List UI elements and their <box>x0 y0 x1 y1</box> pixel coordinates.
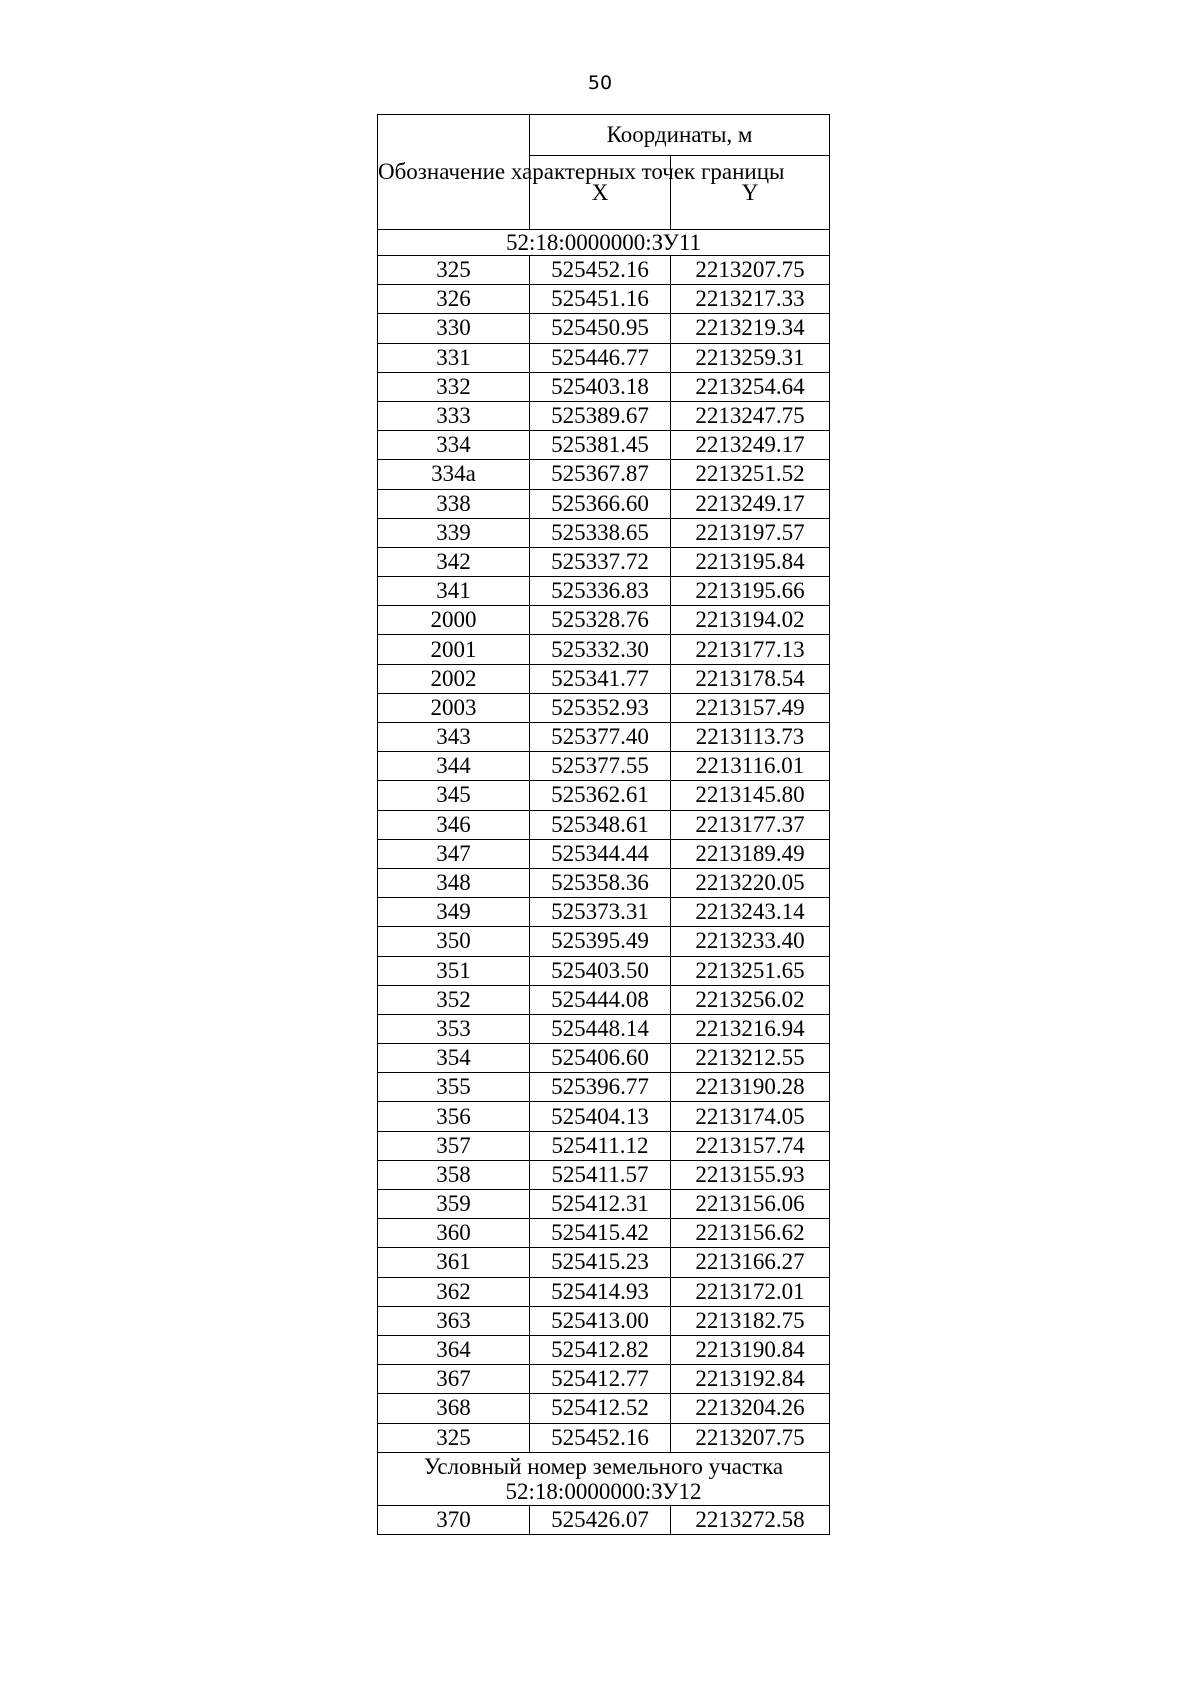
point-id-cell: 331 <box>378 343 530 372</box>
table-row <box>378 1248 830 1277</box>
point-id-cell: 348 <box>378 868 530 897</box>
table-row <box>378 431 830 460</box>
table-row <box>378 1160 830 1189</box>
y-coordinate-cell: 2213249.17 <box>671 431 830 460</box>
table-row <box>378 723 830 752</box>
x-coordinate-cell: 525336.83 <box>530 577 671 606</box>
y-coordinate-cell: 2213178.54 <box>671 664 830 693</box>
table-row <box>378 1277 830 1306</box>
table-row <box>378 1102 830 1131</box>
table-row <box>378 1044 830 1073</box>
x-coordinate-cell: 525328.76 <box>530 606 671 635</box>
y-coordinate-cell: 2213177.37 <box>671 810 830 839</box>
y-coordinate-cell: 2213251.52 <box>671 460 830 489</box>
page-number: 50 <box>587 72 613 94</box>
table-row <box>378 1219 830 1248</box>
section-title-zu12-line2: 52:18:0000000:ЗУ12 <box>505 1478 702 1504</box>
table-row <box>378 547 830 576</box>
x-coordinate-cell: 525395.49 <box>530 927 671 956</box>
point-id-cell: 351 <box>378 956 530 985</box>
y-coordinate-cell: 2213254.64 <box>671 372 830 401</box>
x-coordinate-cell: 525444.08 <box>530 985 671 1014</box>
point-id-cell: 326 <box>378 285 530 314</box>
x-coordinate-cell: 525362.61 <box>530 781 671 810</box>
x-coordinate-cell: 525389.67 <box>530 401 671 430</box>
point-id-cell: 352 <box>378 985 530 1014</box>
x-coordinate-cell: 525403.18 <box>530 372 671 401</box>
table-row <box>378 372 830 401</box>
y-coordinate-cell: 2213251.65 <box>671 956 830 985</box>
x-coordinate-cell: 525337.72 <box>530 547 671 576</box>
table-row <box>378 1073 830 1102</box>
table-row <box>378 285 830 314</box>
point-id-cell: 338 <box>378 489 530 518</box>
table-row <box>378 635 830 664</box>
table-row <box>378 1306 830 1335</box>
table-row <box>378 693 830 722</box>
y-coordinate-cell: 2213256.02 <box>671 985 830 1014</box>
y-coordinate-cell: 2213207.75 <box>671 1423 830 1452</box>
point-id-cell: 361 <box>378 1248 530 1277</box>
x-coordinate-cell: 525358.36 <box>530 868 671 897</box>
x-coordinate-cell: 525396.77 <box>530 1073 671 1102</box>
coordinates-table <box>377 114 830 1535</box>
x-coordinate-cell: 525344.44 <box>530 839 671 868</box>
y-coordinate-cell: 2213192.84 <box>671 1365 830 1394</box>
header-y: Y <box>671 156 830 230</box>
table-row <box>378 343 830 372</box>
section-title-zu12-line1: Условный номер земельного участка <box>423 1453 784 1479</box>
x-coordinate-cell: 525338.65 <box>530 518 671 547</box>
x-coordinate-cell: 525446.77 <box>530 343 671 372</box>
x-coordinate-cell: 525406.60 <box>530 1044 671 1073</box>
x-coordinate-cell: 525348.61 <box>530 810 671 839</box>
table-row <box>378 314 830 343</box>
y-coordinate-cell: 2213172.01 <box>671 1277 830 1306</box>
y-coordinate-cell: 2213116.01 <box>671 752 830 781</box>
header-point-designation: Обозначение характерных точек границы <box>378 115 530 230</box>
x-coordinate-cell: 525377.55 <box>530 752 671 781</box>
point-id-cell: 2003 <box>378 693 530 722</box>
x-coordinate-cell: 525411.12 <box>530 1131 671 1160</box>
point-id-cell: 362 <box>378 1277 530 1306</box>
x-coordinate-cell: 525415.23 <box>530 1248 671 1277</box>
point-id-cell: 2001 <box>378 635 530 664</box>
table-row <box>378 489 830 518</box>
y-coordinate-cell: 2213233.40 <box>671 927 830 956</box>
table-row <box>378 256 830 285</box>
point-id-cell: 354 <box>378 1044 530 1073</box>
x-coordinate-cell: 525404.13 <box>530 1102 671 1131</box>
point-id-cell: 341 <box>378 577 530 606</box>
point-id-cell: 334 <box>378 431 530 460</box>
point-id-cell: 2000 <box>378 606 530 635</box>
y-coordinate-cell: 2213217.33 <box>671 285 830 314</box>
section-title-zu12 <box>378 1452 830 1505</box>
table-row <box>378 401 830 430</box>
point-id-cell: 359 <box>378 1190 530 1219</box>
table-row <box>378 956 830 985</box>
y-coordinate-cell: 2213249.17 <box>671 489 830 518</box>
table-row <box>378 1423 830 1452</box>
table-row <box>378 577 830 606</box>
y-coordinate-cell: 2213145.80 <box>671 781 830 810</box>
section-rows-zu12 <box>378 1505 830 1534</box>
point-id-cell: 364 <box>378 1335 530 1364</box>
table-row <box>378 927 830 956</box>
point-id-cell: 349 <box>378 898 530 927</box>
x-coordinate-cell: 525452.16 <box>530 256 671 285</box>
x-coordinate-cell: 525412.52 <box>530 1394 671 1423</box>
point-id-cell: 345 <box>378 781 530 810</box>
section-rows-zu11 <box>378 256 830 1453</box>
y-coordinate-cell: 2213156.62 <box>671 1219 830 1248</box>
point-id-cell: 346 <box>378 810 530 839</box>
y-coordinate-cell: 2213212.55 <box>671 1044 830 1073</box>
point-id-cell: 333 <box>378 401 530 430</box>
header-coordinates: Координаты, м <box>530 115 830 156</box>
y-coordinate-cell: 2213113.73 <box>671 723 830 752</box>
y-coordinate-cell: 2213216.94 <box>671 1014 830 1043</box>
y-coordinate-cell: 2213177.13 <box>671 635 830 664</box>
table-row <box>378 752 830 781</box>
y-coordinate-cell: 2213156.06 <box>671 1190 830 1219</box>
point-id-cell: 347 <box>378 839 530 868</box>
section-title-zu11: 52:18:0000000:ЗУ11 <box>378 230 830 256</box>
y-coordinate-cell: 2213204.26 <box>671 1394 830 1423</box>
point-id-cell: 325 <box>378 1423 530 1452</box>
point-id-cell: 342 <box>378 547 530 576</box>
y-coordinate-cell: 2213272.58 <box>671 1505 830 1534</box>
y-coordinate-cell: 2213189.49 <box>671 839 830 868</box>
point-id-cell: 363 <box>378 1306 530 1335</box>
y-coordinate-cell: 2213166.27 <box>671 1248 830 1277</box>
point-id-cell: 357 <box>378 1131 530 1160</box>
y-coordinate-cell: 2213207.75 <box>671 256 830 285</box>
point-id-cell: 339 <box>378 518 530 547</box>
y-coordinate-cell: 2213195.66 <box>671 577 830 606</box>
point-id-cell: 367 <box>378 1365 530 1394</box>
y-coordinate-cell: 2213155.93 <box>671 1160 830 1189</box>
y-coordinate-cell: 2213174.05 <box>671 1102 830 1131</box>
point-id-cell: 332 <box>378 372 530 401</box>
y-coordinate-cell: 2213157.49 <box>671 693 830 722</box>
y-coordinate-cell: 2213197.57 <box>671 518 830 547</box>
point-id-cell: 360 <box>378 1219 530 1248</box>
y-coordinate-cell: 2213194.02 <box>671 606 830 635</box>
point-id-cell: 325 <box>378 256 530 285</box>
table-row <box>378 518 830 547</box>
x-coordinate-cell: 525341.77 <box>530 664 671 693</box>
x-coordinate-cell: 525411.57 <box>530 1160 671 1189</box>
table-row <box>378 664 830 693</box>
point-id-cell: 330 <box>378 314 530 343</box>
point-id-cell: 356 <box>378 1102 530 1131</box>
y-coordinate-cell: 2213190.84 <box>671 1335 830 1364</box>
table-row <box>378 606 830 635</box>
point-id-cell: 350 <box>378 927 530 956</box>
x-coordinate-cell: 525403.50 <box>530 956 671 985</box>
point-id-cell: 355 <box>378 1073 530 1102</box>
point-id-cell: 358 <box>378 1160 530 1189</box>
y-coordinate-cell: 2213259.31 <box>671 343 830 372</box>
x-coordinate-cell: 525448.14 <box>530 1014 671 1043</box>
table-row <box>378 1190 830 1219</box>
x-coordinate-cell: 525381.45 <box>530 431 671 460</box>
table-row <box>378 1014 830 1043</box>
table-row <box>378 868 830 897</box>
x-coordinate-cell: 525414.93 <box>530 1277 671 1306</box>
x-coordinate-cell: 525413.00 <box>530 1306 671 1335</box>
y-coordinate-cell: 2213243.14 <box>671 898 830 927</box>
x-coordinate-cell: 525332.30 <box>530 635 671 664</box>
y-coordinate-cell: 2213195.84 <box>671 547 830 576</box>
y-coordinate-cell: 2213157.74 <box>671 1131 830 1160</box>
point-id-cell: 353 <box>378 1014 530 1043</box>
point-id-cell: 368 <box>378 1394 530 1423</box>
table-row <box>378 1335 830 1364</box>
point-id-cell: 370 <box>378 1505 530 1534</box>
x-coordinate-cell: 525426.07 <box>530 1505 671 1534</box>
table-row <box>378 898 830 927</box>
x-coordinate-cell: 525412.31 <box>530 1190 671 1219</box>
x-coordinate-cell: 525352.93 <box>530 693 671 722</box>
x-coordinate-cell: 525366.60 <box>530 489 671 518</box>
x-coordinate-cell: 525450.95 <box>530 314 671 343</box>
table-row <box>378 839 830 868</box>
table-row <box>378 985 830 1014</box>
table-row <box>378 1394 830 1423</box>
x-coordinate-cell: 525377.40 <box>530 723 671 752</box>
y-coordinate-cell: 2213219.34 <box>671 314 830 343</box>
table-row <box>378 781 830 810</box>
x-coordinate-cell: 525373.31 <box>530 898 671 927</box>
point-id-cell: 2002 <box>378 664 530 693</box>
table-row <box>378 1365 830 1394</box>
x-coordinate-cell: 525415.42 <box>530 1219 671 1248</box>
table-row <box>378 810 830 839</box>
y-coordinate-cell: 2213247.75 <box>671 401 830 430</box>
point-id-cell: 334а <box>378 460 530 489</box>
x-coordinate-cell: 525367.87 <box>530 460 671 489</box>
x-coordinate-cell: 525452.16 <box>530 1423 671 1452</box>
header-x: X <box>530 156 671 230</box>
x-coordinate-cell: 525451.16 <box>530 285 671 314</box>
table-row <box>378 460 830 489</box>
y-coordinate-cell: 2213190.28 <box>671 1073 830 1102</box>
x-coordinate-cell: 525412.82 <box>530 1335 671 1364</box>
y-coordinate-cell: 2213220.05 <box>671 868 830 897</box>
point-id-cell: 343 <box>378 723 530 752</box>
table-row <box>378 1131 830 1160</box>
table-row <box>378 1505 830 1534</box>
y-coordinate-cell: 2213182.75 <box>671 1306 830 1335</box>
point-id-cell: 344 <box>378 752 530 781</box>
x-coordinate-cell: 525412.77 <box>530 1365 671 1394</box>
